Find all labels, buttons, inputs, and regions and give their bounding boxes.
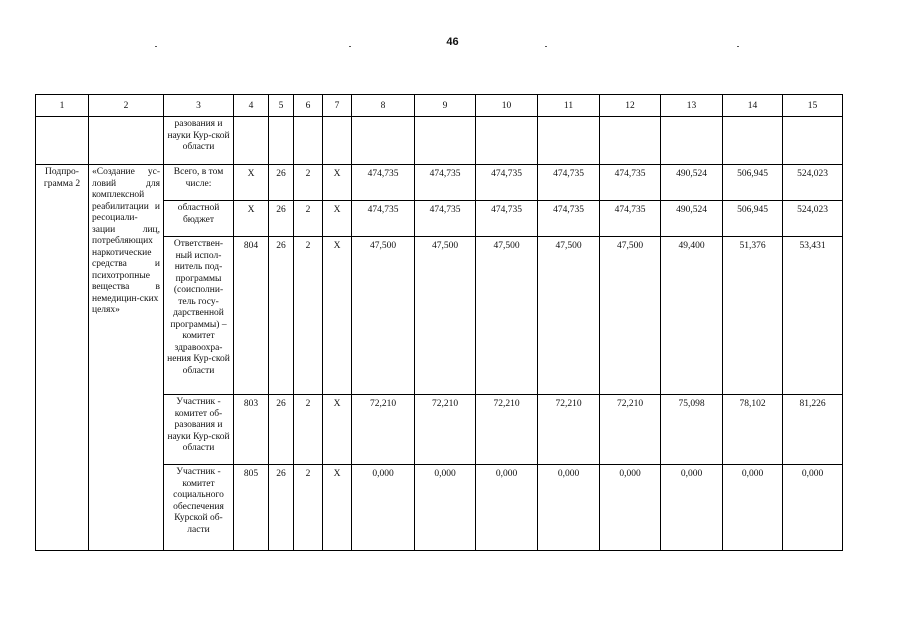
value-cell: 0,000	[783, 465, 843, 551]
col-header: 15	[783, 95, 843, 117]
empty-cell	[600, 117, 661, 165]
empty-cell	[323, 117, 352, 165]
empty-cell	[36, 117, 89, 165]
code-cell: 2	[294, 165, 323, 201]
code-cell: 2	[294, 465, 323, 551]
code-cell: 2	[294, 237, 323, 395]
value-cell: 0,000	[352, 465, 415, 551]
code-cell: 26	[269, 237, 294, 395]
code-cell: Х	[234, 165, 269, 201]
col-header: 10	[476, 95, 538, 117]
col-header: 5	[269, 95, 294, 117]
col-header: 14	[723, 95, 783, 117]
empty-cell	[661, 117, 723, 165]
value-cell: 474,735	[538, 201, 600, 237]
value-cell: 474,735	[415, 201, 476, 237]
value-cell: 72,210	[538, 395, 600, 465]
empty-cell	[723, 117, 783, 165]
code-cell: 803	[234, 395, 269, 465]
value-cell: 75,098	[661, 395, 723, 465]
col-header: 2	[89, 95, 164, 117]
col-header: 9	[415, 95, 476, 117]
table-row	[36, 165, 843, 201]
scan-speck	[737, 46, 739, 47]
col-header: 8	[352, 95, 415, 117]
value-cell: 474,735	[538, 165, 600, 201]
value-cell: 47,500	[538, 237, 600, 395]
code-cell: 26	[269, 165, 294, 201]
code-cell: Х	[234, 201, 269, 237]
code-cell: Х	[323, 201, 352, 237]
col-header: 13	[661, 95, 723, 117]
empty-cell	[269, 117, 294, 165]
value-cell: 72,210	[415, 395, 476, 465]
row-label: областной бюджет	[164, 201, 234, 237]
col-header: 1	[36, 95, 89, 117]
col-header: 6	[294, 95, 323, 117]
code-cell: Х	[323, 465, 352, 551]
value-cell: 72,210	[600, 395, 661, 465]
col-header: 12	[600, 95, 661, 117]
page-number: 46	[446, 36, 459, 48]
value-cell: 47,500	[352, 237, 415, 395]
code-cell: Х	[323, 237, 352, 395]
value-cell: 47,500	[476, 237, 538, 395]
code-cell: Х	[323, 395, 352, 465]
value-cell: 506,945	[723, 165, 783, 201]
row-label: Ответствен-ный испол-нитель под-программы (соисполни-тель госу-дарственной программы) – комитет здравоохра-нения Кур-ской области	[164, 237, 234, 395]
value-cell: 506,945	[723, 201, 783, 237]
col-header: 7	[323, 95, 352, 117]
value-cell: 78,102	[723, 395, 783, 465]
empty-cell	[234, 117, 269, 165]
empty-cell	[352, 117, 415, 165]
code-cell: 26	[269, 465, 294, 551]
row-label: Участник - комитет социального обеспечения Курской об-ласти	[164, 465, 234, 551]
code-cell: 26	[269, 395, 294, 465]
value-cell: 53,431	[783, 237, 843, 395]
value-cell: 474,735	[352, 201, 415, 237]
value-cell: 47,500	[600, 237, 661, 395]
empty-cell	[415, 117, 476, 165]
value-cell: 72,210	[352, 395, 415, 465]
empty-cell	[476, 117, 538, 165]
header-row	[36, 95, 843, 117]
scan-speck	[155, 46, 157, 47]
value-cell: 474,735	[415, 165, 476, 201]
value-cell: 49,400	[661, 237, 723, 395]
code-cell: 2	[294, 201, 323, 237]
code-cell: 2	[294, 395, 323, 465]
value-cell: 474,735	[476, 165, 538, 201]
value-cell: 524,023	[783, 165, 843, 201]
value-cell: 474,735	[600, 201, 661, 237]
empty-cell	[538, 117, 600, 165]
subprogram-label: Подпро-грамма 2	[36, 165, 89, 551]
empty-cell	[89, 117, 164, 165]
col-header: 4	[234, 95, 269, 117]
col-header: 3	[164, 95, 234, 117]
value-cell: 0,000	[661, 465, 723, 551]
row-label: Всего, в том числе:	[164, 165, 234, 201]
subprogram-name: «Создание ус-ловий для комплексной реабилитации и ресоциали-зации лиц, потребляющих наркотические средства и психотропные вещества в немедицин-ских целях»	[89, 165, 164, 551]
row-label: Участник - комитет об-разования и науки Кур-ской области	[164, 395, 234, 465]
value-cell: 490,524	[661, 201, 723, 237]
value-cell: 474,735	[476, 201, 538, 237]
budget-table	[35, 94, 843, 551]
value-cell: 0,000	[538, 465, 600, 551]
value-cell: 51,376	[723, 237, 783, 395]
value-cell: 0,000	[600, 465, 661, 551]
value-cell: 81,226	[783, 395, 843, 465]
col-header: 11	[538, 95, 600, 117]
code-cell: Х	[323, 165, 352, 201]
value-cell: 72,210	[476, 395, 538, 465]
value-cell: 474,735	[600, 165, 661, 201]
code-cell: 804	[234, 237, 269, 395]
value-cell: 474,735	[352, 165, 415, 201]
carry-over-row	[36, 117, 843, 165]
value-cell: 47,500	[415, 237, 476, 395]
code-cell: 805	[234, 465, 269, 551]
carry-over-text: разования и науки Кур-ской области	[164, 117, 234, 165]
value-cell: 0,000	[723, 465, 783, 551]
value-cell: 490,524	[661, 165, 723, 201]
code-cell: 26	[269, 201, 294, 237]
empty-cell	[294, 117, 323, 165]
scan-speck	[545, 46, 547, 47]
scan-speck	[349, 46, 351, 47]
value-cell: 524,023	[783, 201, 843, 237]
empty-cell	[783, 117, 843, 165]
value-cell: 0,000	[476, 465, 538, 551]
value-cell: 0,000	[415, 465, 476, 551]
